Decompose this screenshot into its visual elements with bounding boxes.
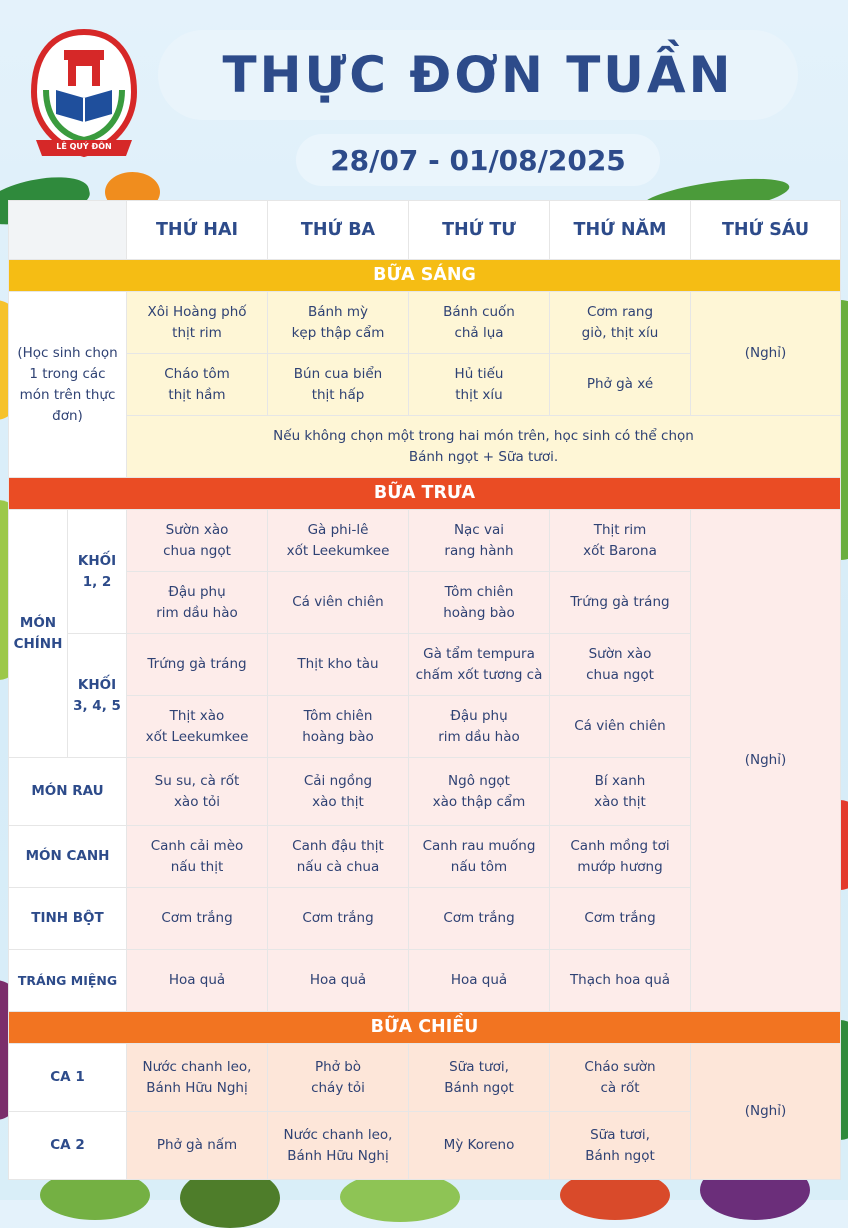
main-dish-label: MÓN CHÍNH [9, 510, 68, 758]
lunch-row [9, 510, 841, 572]
menu-cell: Mỳ Koreno [409, 1112, 550, 1180]
menu-cell: Hoa quả [268, 950, 409, 1012]
menu-cell: Trứng gà tráng [127, 634, 268, 696]
day-header-row [9, 201, 841, 260]
soup-label: MÓN CANH [9, 826, 127, 888]
breakfast-label: BỮA SÁNG [9, 260, 841, 292]
menu-cell: Sườn xào chua ngọt [550, 634, 691, 696]
weekly-menu-table [8, 200, 841, 1180]
menu-cell: Nước chanh leo, Bánh Hữu Nghị [268, 1112, 409, 1180]
menu-cell: Nước chanh leo, Bánh Hữu Nghị [127, 1044, 268, 1112]
shift-2-label: CA 2 [9, 1112, 127, 1180]
menu-cell: Canh mồng tơi mướp hương [550, 826, 691, 888]
menu-cell: Cơm rang giò, thịt xíu [550, 292, 691, 354]
menu-cell: Phở gà nấm [127, 1112, 268, 1180]
menu-cell: Cá viên chiên [550, 696, 691, 758]
menu-cell: Bánh mỳ kẹp thập cẩm [268, 292, 409, 354]
menu-cell: Gà phi-lê xốt Leekumkee [268, 510, 409, 572]
grade-1-2-label: KHỐI 1, 2 [68, 510, 127, 634]
breakfast-row [9, 292, 841, 354]
menu-cell: Sữa tươi, Bánh ngọt [409, 1044, 550, 1112]
menu-cell: Đậu phụ rim dầu hào [409, 696, 550, 758]
menu-cell: Bí xanh xào thịt [550, 758, 691, 826]
menu-cell: Cơm trắng [268, 888, 409, 950]
menu-cell: Nạc vai rang hành [409, 510, 550, 572]
menu-cell: Thịt rim xốt Barona [550, 510, 691, 572]
starch-label: TINH BỘT [9, 888, 127, 950]
menu-cell: Cá viên chiên [268, 572, 409, 634]
date-banner [296, 134, 660, 186]
menu-cell: Cơm trắng [550, 888, 691, 950]
menu-cell: Thịt kho tàu [268, 634, 409, 696]
breakfast-row-label: (Học sinh chọn 1 trong các món trên thực đơn) [9, 292, 127, 478]
menu-cell: Đậu phụ rim dầu hào [127, 572, 268, 634]
date-range: 28/07 - 01/08/2025 [330, 143, 626, 177]
menu-cell: Canh rau muống nấu tôm [409, 826, 550, 888]
menu-cell: Cháo sườn cà rốt [550, 1044, 691, 1112]
breakfast-note: Nếu không chọn một trong hai món trên, học sinh có thể chọn Bánh ngọt + Sữa tươi. [127, 416, 841, 478]
menu-cell: Ngô ngọt xào thập cẩm [409, 758, 550, 826]
friday-off-cell: (Nghỉ) [691, 292, 841, 416]
grade-3-4-5-label: KHỐI 3, 4, 5 [68, 634, 127, 758]
menu-cell: Xôi Hoàng phố thịt rim [127, 292, 268, 354]
menu-cell: Hoa quả [127, 950, 268, 1012]
menu-cell: Tôm chiên hoàng bào [409, 572, 550, 634]
lunch-label: BỮA TRƯA [9, 478, 841, 510]
breakfast-note-row [9, 416, 841, 478]
afternoon-row [9, 1044, 841, 1112]
menu-cell: Cơm trắng [409, 888, 550, 950]
lunch-band [9, 478, 841, 510]
afternoon-label: BỮA CHIỀU [9, 1012, 841, 1044]
title-banner [158, 30, 798, 120]
menu-cell: Hoa quả [409, 950, 550, 1012]
menu-cell: Cháo tôm thịt hầm [127, 354, 268, 416]
menu-cell: Phở gà xé [550, 354, 691, 416]
friday-off-cell: (Nghỉ) [691, 510, 841, 1012]
menu-cell: Trứng gà tráng [550, 572, 691, 634]
corner-cell [9, 201, 127, 260]
menu-cell: Su su, cà rốt xào tỏi [127, 758, 268, 826]
afternoon-band [9, 1012, 841, 1044]
menu-cell: Thịt xào xốt Leekumkee [127, 696, 268, 758]
vegetable-label: MÓN RAU [9, 758, 127, 826]
menu-cell: Canh đậu thịt nấu cà chua [268, 826, 409, 888]
friday-off-cell: (Nghỉ) [691, 1044, 841, 1180]
day-header: THỨ BA [268, 201, 409, 260]
breakfast-band [9, 260, 841, 292]
menu-cell: Bún cua biển thịt hấp [268, 354, 409, 416]
menu-cell: Phở bò cháy tỏi [268, 1044, 409, 1112]
dessert-label: TRÁNG MIỆNG [9, 950, 127, 1012]
menu-cell: Cải ngồng xào thịt [268, 758, 409, 826]
day-header: THỨ SÁU [691, 201, 841, 260]
menu-cell: Tôm chiên hoàng bào [268, 696, 409, 758]
menu-cell: Hủ tiếu thịt xíu [409, 354, 550, 416]
day-header: THỨ NĂM [550, 201, 691, 260]
menu-cell: Sườn xào chua ngọt [127, 510, 268, 572]
menu-cell: Bánh cuốn chả lụa [409, 292, 550, 354]
page-title: THỰC ĐƠN TUẦN [222, 46, 734, 104]
menu-cell: Cơm trắng [127, 888, 268, 950]
menu-cell: Thạch hoa quả [550, 950, 691, 1012]
menu-cell: Canh cải mèo nấu thịt [127, 826, 268, 888]
menu-cell: Sữa tươi, Bánh ngọt [550, 1112, 691, 1180]
shift-1-label: CA 1 [9, 1044, 127, 1112]
school-logo [30, 28, 138, 164]
logo-text: LÊ QUÝ ĐÔN [56, 142, 112, 151]
day-header: THỨ TƯ [409, 201, 550, 260]
day-header: THỨ HAI [127, 201, 268, 260]
menu-cell: Gà tẩm tempura chấm xốt tương cà [409, 634, 550, 696]
